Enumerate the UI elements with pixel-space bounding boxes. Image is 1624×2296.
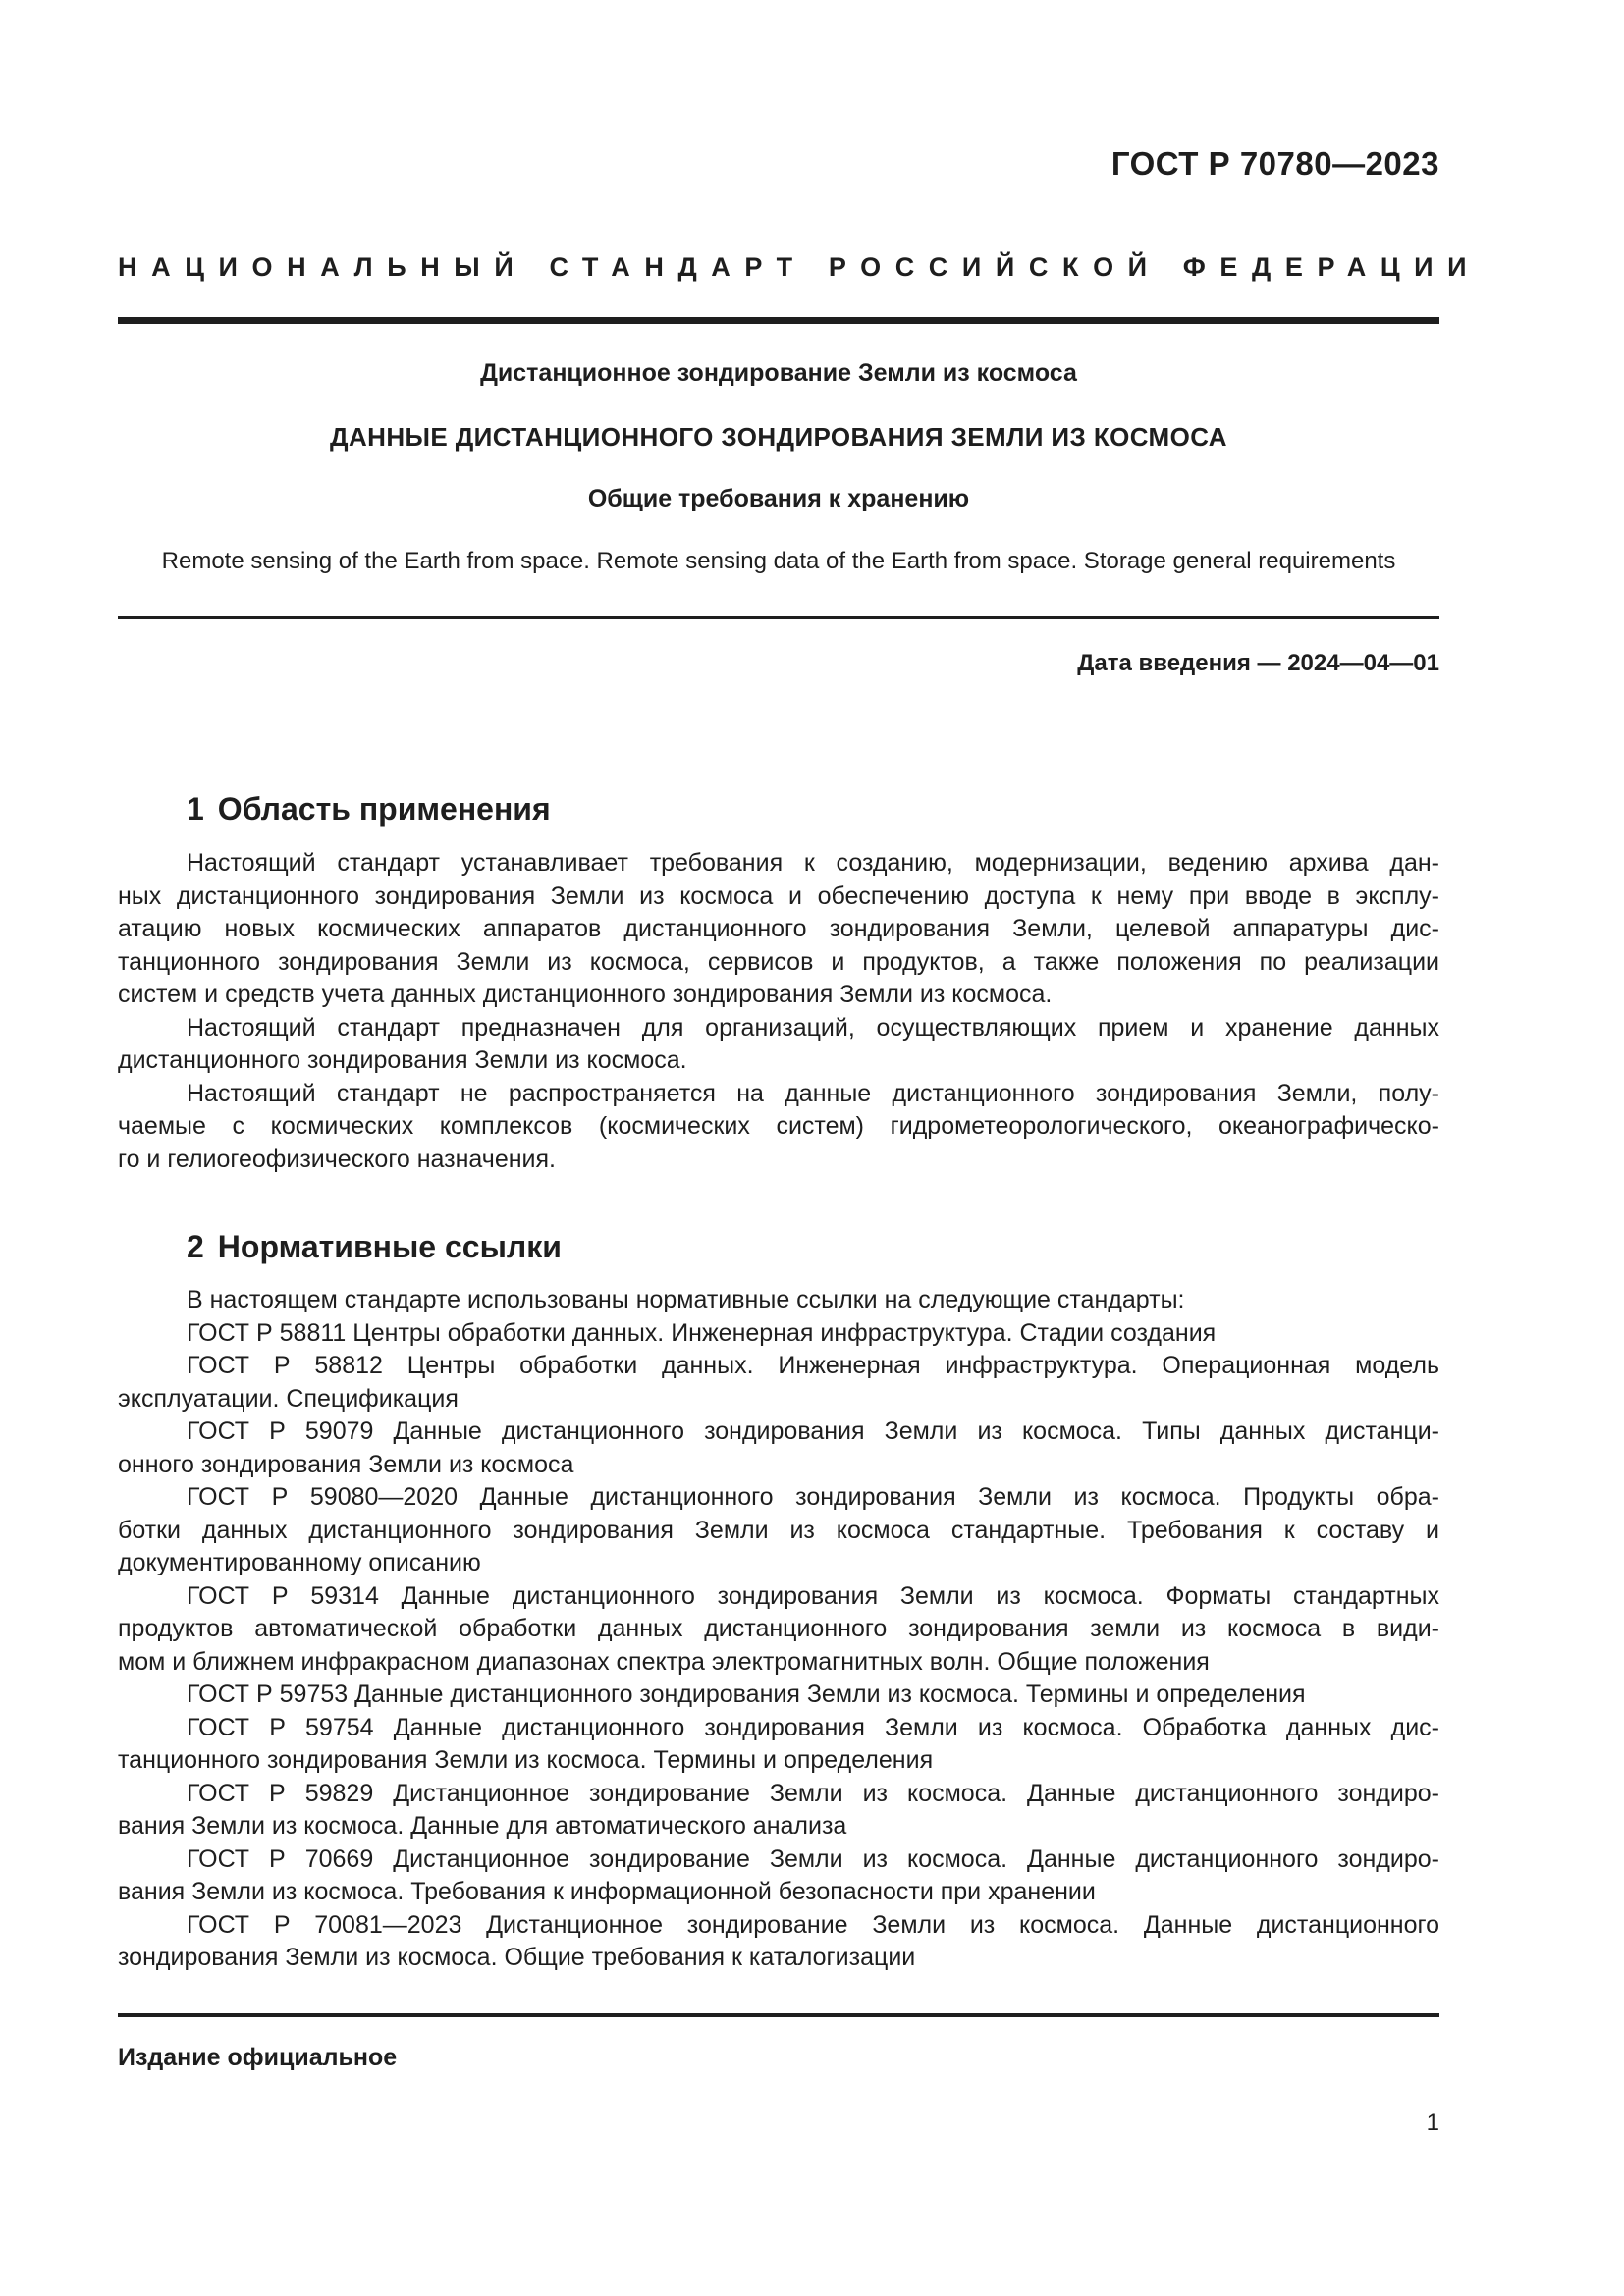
title-line-3: Общие требования к хранению <box>587 485 970 512</box>
official-edition-label: Издание официальное <box>118 2044 398 2071</box>
english-title: Remote sensing of the Earth from space. Remote sensing data of the Earth from space. Storage general requirements <box>161 548 1396 574</box>
reference-line: зондирования Земли из космоса. Общие требования к каталогизации <box>118 1944 916 1971</box>
title-divider <box>118 616 1439 619</box>
paragraph-line: го и гелиогеофизического назначения. <box>118 1145 556 1173</box>
reference-line: продуктов автоматической обработки данных дистанционного зондирования земли из космоса в види- <box>118 1615 1439 1642</box>
paragraph-line: ных дистанционного зондирования Земли из космоса и обеспечению доступа к нему при вводе в эксплу- <box>118 881 1439 910</box>
reference-line: вания Земли из космоса. Данные для автоматического анализа <box>118 1812 847 1840</box>
document-number: ГОСТ Р 70780—2023 <box>1110 145 1439 182</box>
title-line-1: Дистанционное зондирование Земли из космоса <box>480 359 1077 387</box>
paragraph-line: систем и средств учета данных дистанционного зондирования Земли из космоса. <box>118 981 1053 1008</box>
document-page <box>118 0 1482 2296</box>
paragraph-line: Настоящий стандарт не распространяется на данные дистанционного зондирования Земли, полу- <box>187 1079 1439 1107</box>
paragraph-line: атацию новых космических аппаратов дистанционного зондирования Земли, целевой аппаратуры дис- <box>118 915 1439 942</box>
reference-line: эксплуатации. Спецификация <box>118 1384 459 1413</box>
paragraph-line: Настоящий стандарт предназначен для организаций, осуществляющих прием и хранение данных <box>187 1013 1439 1041</box>
section-1-number: 1 <box>187 791 204 827</box>
national-standard-heading: НАЦИОНАЛЬНЫЙ СТАНДАРТ РОССИЙСКОЙ ФЕДЕРАЦИИ <box>118 252 1482 282</box>
reference-line: ГОСТ Р 58812 Центры обработки данных. Инженерная инфраструктура. Операционная модель <box>187 1352 1439 1379</box>
reference-line: ГОСТ Р 59079 Данные дистанционного зондирования Земли из космоса. Типы данных дистанци- <box>187 1417 1439 1445</box>
reference-line: ГОСТ Р 70081—2023 Дистанционное зондирование Земли из космоса. Данные дистанционного <box>187 1910 1439 1939</box>
paragraph-line: дистанционного зондирования Земли из космоса. <box>118 1046 687 1074</box>
reference-line: ГОСТ Р 59314 Данные дистанционного зондирования Земли из космоса. Форматы стандартных <box>187 1581 1439 1610</box>
header-divider <box>118 317 1439 324</box>
reference-line: ботки данных дистанционного зондирования Земли из космоса стандартные. Требования к составу и <box>118 1516 1439 1544</box>
paragraph-line: танционного зондирования Земли из космоса, сервисов и продуктов, а также положения по реализации <box>118 947 1439 976</box>
reference-line: ГОСТ Р 59753 Данные дистанционного зондирования Земли из космоса. Термины и определения <box>187 1681 1306 1708</box>
introduction-date: Дата введения — 2024—04—01 <box>1077 650 1439 676</box>
page-number: 1 <box>1426 2109 1439 2136</box>
section-1-heading <box>187 791 551 828</box>
references-intro: В настоящем стандарте использованы нормативные ссылки на следующие стандарты: <box>187 1286 1185 1313</box>
reference-line: документированному описанию <box>118 1549 481 1576</box>
section-2-body <box>118 1284 1439 1975</box>
reference-line: онного зондирования Земли из космоса <box>118 1450 574 1478</box>
paragraph-line: чаемые с космических комплексов (космических систем) гидрометеорологического, океанографическо- <box>118 1112 1439 1140</box>
section-1-body <box>118 847 1439 1176</box>
reference-line: ГОСТ Р 59754 Данные дистанционного зондирования Земли из космоса. Обработка данных дис- <box>187 1713 1439 1741</box>
section-2-number: 2 <box>187 1229 204 1264</box>
title-line-2: ДАННЫЕ ДИСТАНЦИОННОГО ЗОНДИРОВАНИЯ ЗЕМЛИ ИЗ КОСМОСА <box>330 422 1227 452</box>
reference-line: вания Земли из космоса. Требования к информационной безопасности при хранении <box>118 1878 1096 1905</box>
section-2-title: Нормативные ссылки <box>217 1229 562 1264</box>
section-1-title: Область применения <box>217 791 551 827</box>
reference-line: ГОСТ Р 59080—2020 Данные дистанционного зондирования Земли из космоса. Продукты обра- <box>187 1483 1439 1511</box>
footer-divider <box>118 2013 1439 2017</box>
reference-line: ГОСТ Р 70669 Дистанционное зондирование Земли из космоса. Данные дистанционного зондиро- <box>187 1844 1439 1873</box>
reference-line: ГОСТ Р 58811 Центры обработки данных. Инженерная инфраструктура. Стадии создания <box>187 1318 1217 1347</box>
reference-line: мом и ближнем инфракрасном диапазонах спектра электромагнитных волн. Общие положения <box>118 1647 1210 1676</box>
reference-line: танционного зондирования Земли из космоса. Термины и определения <box>118 1746 934 1774</box>
reference-line: ГОСТ Р 59829 Дистанционное зондирование Земли из космоса. Данные дистанционного зондиро- <box>187 1779 1439 1807</box>
paragraph-line: Настоящий стандарт устанавливает требования к созданию, модернизации, ведению архива дан- <box>187 849 1439 877</box>
section-2-heading <box>187 1229 562 1265</box>
